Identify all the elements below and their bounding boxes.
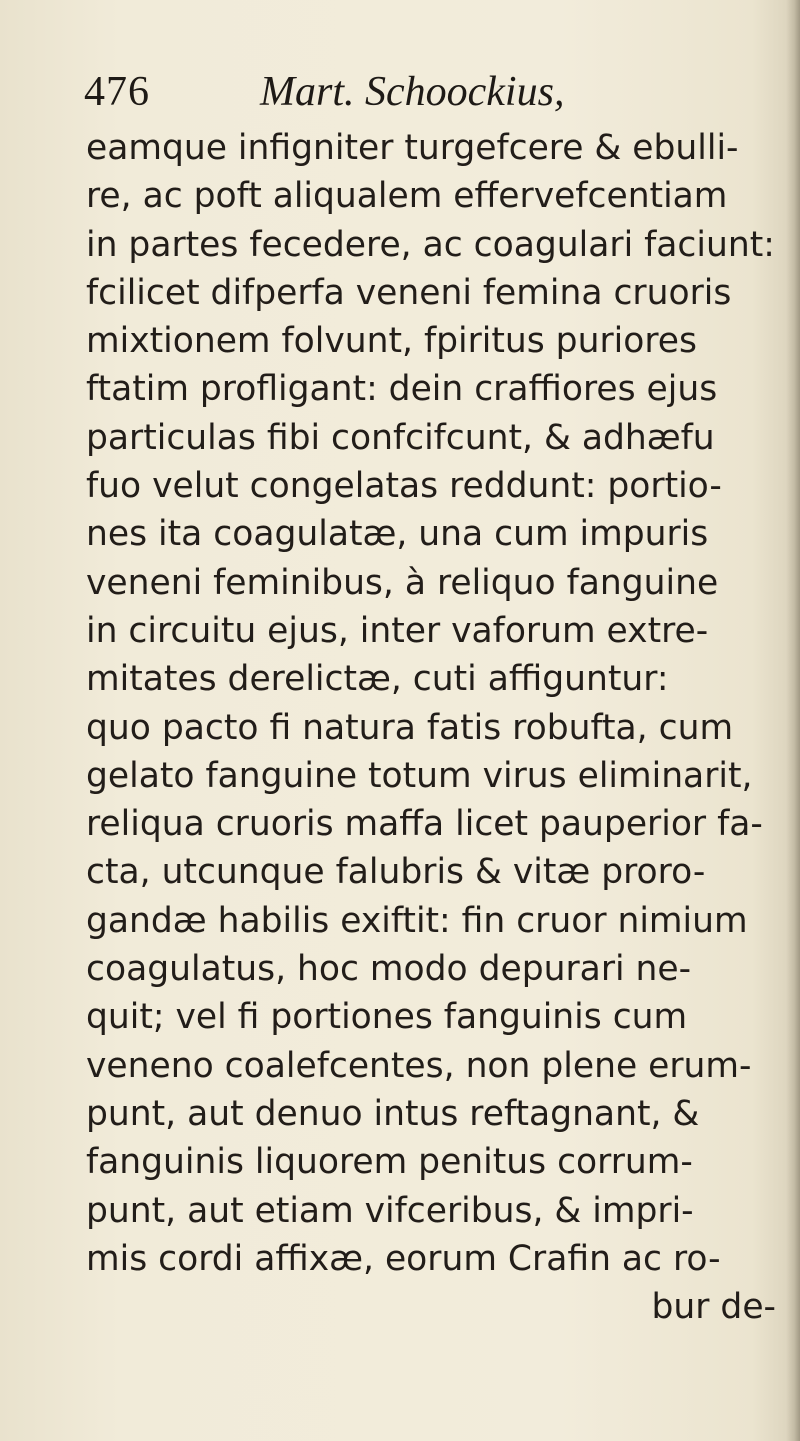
text-line: quo pacto fi natura fatis robufta, cum [86, 707, 734, 748]
text-line: ftatim profligant: dein craffiores ejus [86, 369, 718, 410]
text-line: fanguinis liquorem penitus corrum- [86, 1142, 693, 1183]
text-line: punt, aut denuo intus reftagnant, & [86, 1093, 700, 1134]
text-line: mixtionem folvunt, fpiritus puriores [86, 321, 697, 362]
catchword-line: bur de- [651, 1287, 776, 1328]
text-line: particulas fibi confcifcunt, & adhæfu [86, 417, 715, 458]
text-line: nes ita coagulatæ, una cum impuris [86, 514, 709, 555]
text-line: cta, utcunque falubris & vitæ proro- [86, 852, 706, 893]
text-line: eamque infigniter turgefcere & ebulli- [86, 128, 739, 168]
text-line: mis cordi affixæ, eorum Crafin ac ro- [86, 1238, 721, 1279]
text-line: fcilicet difperfa veneni femina cruoris [86, 272, 732, 313]
text-line: punt, aut etiam vifceribus, & impri- [86, 1190, 694, 1231]
text-line: reliqua cruoris maffa licet pauperior fa- [86, 804, 763, 845]
text-line: veneni feminibus, à reliquo fanguine [86, 562, 719, 603]
text-line: quit; vel fi portiones fanguinis cum [86, 997, 688, 1038]
text-line: fuo velut congelatas reddunt: portio- [86, 466, 722, 507]
page-number: 476 [84, 69, 150, 115]
text-line: in circuitu ejus, inter vaforum extre- [86, 610, 709, 651]
text-line: in partes fecedere, ac coagulari faciunt: [86, 224, 775, 265]
text-line: veneno coalefcentes, non plene erum- [86, 1045, 752, 1086]
text-line: gandæ habilis exiftit: fin cruor nimium [86, 900, 748, 941]
text-line: coagulatus, hoc modo depurari ne- [86, 949, 692, 990]
text-line: mitates derelictæ, cuti affiguntur: [86, 659, 669, 700]
page-header [84, 68, 644, 122]
body-text [86, 124, 796, 1331]
text-line: gelato fanguine totum virus eliminarit, [86, 755, 753, 796]
running-head: Mart. Schoockius, [260, 69, 565, 115]
text-line: re, ac poft aliqualem effervefcentiam [86, 176, 728, 217]
